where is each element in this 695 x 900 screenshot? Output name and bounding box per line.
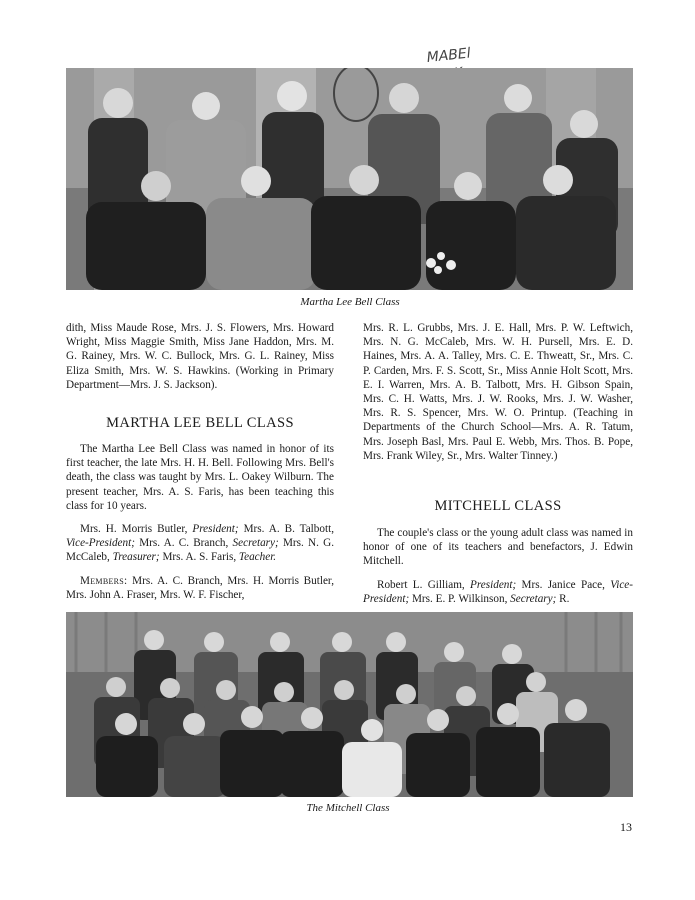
martha-lee-bell-members	[66, 574, 334, 602]
continued-member-list: dith, Miss Maude Rose, Mrs. J. S. Flowers, Mrs. Howard Wright, Miss Maggie Smith, Miss Jane Haddon, Mrs. M. G. Rainey, Mrs. W. C. Bullock, Mrs. G. L. Rainey, Miss Eliza Smith, Mrs. W. S. Hawkins. (Working in Primary Department—Mrs. J. S. Jackson).	[66, 322, 334, 391]
officer-text: Mrs. E. P. Wilkinson,	[409, 592, 511, 605]
officer-text: Mrs. A. S. Faris,	[159, 551, 239, 564]
right-column-body	[363, 526, 633, 615]
officer-text: R.	[556, 592, 570, 605]
mitchell-class-heading: MITCHELL CLASS	[434, 498, 562, 514]
mitchell-class-history: The couple's class or the young adult class was named in honor of one of its teachers and benefactors, J. Edwin Mitchell.	[363, 527, 633, 568]
martha-lee-bell-heading: MARTHA LEE BELL CLASS	[106, 415, 294, 431]
officer-title: Vice-President;	[363, 578, 633, 605]
officer-title: President;	[192, 523, 239, 536]
page-number: 13	[620, 820, 632, 834]
officer-title: Treasurer;	[112, 551, 160, 564]
members-text: Mrs. A. C. Branch, Mrs. H. Morris Butler, Mrs. John A. Fraser, Mrs. W. F. Fischer,	[66, 574, 334, 601]
martha-lee-bell-officers	[66, 522, 334, 565]
mitchell-class-photo	[66, 612, 633, 797]
bottom-photo-caption: The Mitchell Class	[306, 802, 390, 814]
svg-text:MABEl: MABEl	[425, 45, 472, 66]
officer-text: Mrs. H. Morris Butler,	[80, 523, 193, 536]
officer-text: Mrs. N. G. McCaleb,	[66, 537, 334, 564]
officer-title: Secretary;	[510, 592, 557, 605]
mitchell-class-officers	[363, 578, 633, 606]
left-column-body	[66, 442, 334, 611]
officer-text: Robert L. Gilliam,	[377, 578, 471, 591]
officer-text: Mrs. A. C. Branch,	[134, 537, 233, 550]
left-column	[66, 321, 334, 401]
officer-text: Mrs. Janice Pace,	[516, 578, 611, 591]
martha-lee-bell-history: The Martha Lee Bell Class was named in honor of its first teacher, the late Mrs. H. H. Bell. Following Mrs. Bell's death, the class was taught by Mrs. L. Oakey Wilburn. The present teacher, Mrs. A. S. Faris, has been teaching this class for 10 years.	[66, 443, 334, 512]
members-label: Members:	[80, 574, 128, 587]
officer-title: President;	[470, 578, 517, 591]
officer-title: Secretary;	[232, 537, 279, 550]
right-column	[363, 321, 633, 472]
officer-text: Mrs. A. B. Talbott,	[238, 523, 334, 536]
officer-title: Vice-President;	[66, 537, 135, 550]
officer-title: Teacher.	[238, 551, 277, 564]
top-photo-caption: Martha Lee Bell Class	[300, 296, 400, 308]
martha-lee-bell-class-photo	[66, 68, 633, 290]
continued-members-list: Mrs. R. L. Grubbs, Mrs. J. E. Hall, Mrs. P. W. Leftwich, Mrs. N. G. McCaleb, Mrs. W. H. Pursell, Mrs. E. D. Haines, Mrs. A. A. Talley, Mrs. C. E. Thweatt, Sr., Mrs. C. P. Carden, Mrs. F. S. Scott, Sr., Miss Annie Holt Scott, Mrs. E. I. Warren, Mrs. A. B. Talbott, Mrs. H. Gibson Spain, Mrs. C. H. Watts, Mrs. J. W. Rooks, Mrs. J. W. Washer, Mrs. R. S. Spencer, Mrs. W. O. Printup. (Teaching in Departments of the Church School—Mrs. A. R. Tatum, Mrs. Joseph Basl, Mrs. Paul E. Webb, Mrs. Thos. B. Pope, Mrs. Frank Wiley, Sr., Mrs. Walter Tinney.)	[363, 322, 633, 462]
